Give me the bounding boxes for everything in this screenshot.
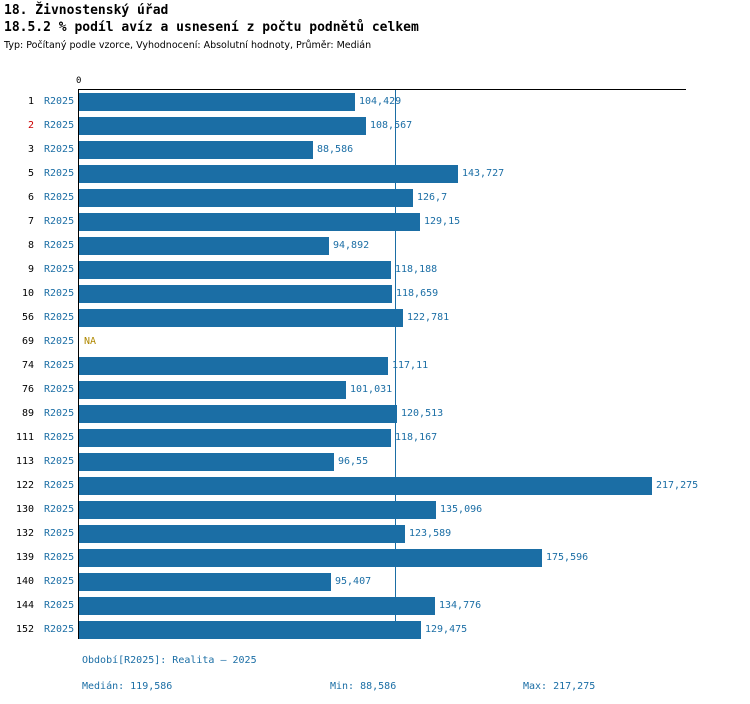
bar-value-label: 129,15 [424,216,461,227]
bar-value-label: 94,892 [333,240,370,251]
bar-value-label: 123,589 [409,528,452,539]
row-index: 10 [21,288,34,299]
bar[interactable] [79,525,405,543]
row-series-label: R2025 [44,384,75,395]
row-index: 140 [15,576,34,587]
chart-header [4,2,744,52]
bar[interactable] [79,117,366,135]
bar[interactable] [79,429,391,447]
row-series-label: R2025 [44,168,75,179]
bar-row[interactable] [0,162,750,186]
row-index: 144 [15,600,34,611]
bar-value-label: 88,586 [317,144,354,155]
bar-chart [0,76,750,646]
bar-value-label: 104,429 [359,96,402,107]
bar[interactable] [79,141,313,159]
bar-row[interactable] [0,426,750,450]
bar-row[interactable] [0,354,750,378]
bar[interactable] [79,501,436,519]
row-index: 9 [27,264,34,275]
bar-value-label: 129,475 [425,624,468,635]
row-index: 111 [15,432,34,443]
bar-row[interactable] [0,90,750,114]
bar[interactable] [79,285,392,303]
bar-row[interactable] [0,618,750,642]
footer-median: Medián: 119,586 [82,681,173,692]
row-series-label: R2025 [44,120,75,131]
row-index: 2 [27,120,34,131]
row-series-label: R2025 [44,432,75,443]
bar-value-label: 134,776 [439,600,482,611]
row-series-label: R2025 [44,552,75,563]
row-series-label: R2025 [44,528,75,539]
bar-row[interactable] [0,546,750,570]
row-series-label: R2025 [44,192,75,203]
row-series-label: R2025 [44,96,75,107]
bar-value-label: 96,55 [338,456,369,467]
bar-value-label: 143,727 [462,168,505,179]
row-index: 6 [27,192,34,203]
row-series-label: R2025 [44,288,75,299]
row-index: 152 [15,624,34,635]
bar-row[interactable] [0,378,750,402]
bar-row[interactable] [0,474,750,498]
bar-row[interactable] [0,498,750,522]
row-series-label: R2025 [44,624,75,635]
bar-value-label: 117,11 [392,360,429,371]
row-series-label: R2025 [44,264,75,275]
row-series-label: R2025 [44,240,75,251]
row-index: 130 [15,504,34,515]
bar-value-label: 135,096 [440,504,483,515]
bar[interactable] [79,261,391,279]
bar-value-label: 126,7 [417,192,448,203]
bar[interactable] [79,477,652,495]
bar[interactable] [79,357,388,375]
axis-origin-label: 0 [76,76,82,86]
bar-row[interactable] [0,210,750,234]
bar[interactable] [79,549,542,567]
bar[interactable] [79,405,397,423]
bar-value-label: 217,275 [656,480,699,491]
bar-row[interactable] [0,234,750,258]
row-index: 76 [21,384,34,395]
bar[interactable] [79,597,435,615]
bar[interactable] [79,237,329,255]
row-index: 3 [27,144,34,155]
row-index: 56 [21,312,34,323]
row-series-label: R2025 [44,408,75,419]
bar-row[interactable] [0,138,750,162]
bar[interactable] [79,93,355,111]
bar[interactable] [79,165,458,183]
row-series-label: R2025 [44,312,75,323]
row-series-label: R2025 [44,504,75,515]
bar-rows [0,90,750,642]
bar-row[interactable] [0,594,750,618]
row-index: 8 [27,240,34,251]
bar[interactable] [79,573,331,591]
footer-max: Max: 217,275 [523,681,596,692]
bar-value-label: 118,188 [395,264,438,275]
footer-min: Min: 88,586 [330,681,397,692]
row-index: 74 [21,360,34,371]
bar-row[interactable] [0,114,750,138]
bar-row[interactable] [0,522,750,546]
bar[interactable] [79,189,413,207]
row-na-value: NA [84,336,97,347]
bar-row[interactable] [0,402,750,426]
bar[interactable] [79,381,346,399]
row-index: 5 [27,168,34,179]
chart-subtitle: Typ: Počítaný podle vzorce, Vyhodnocení: Absolutní hodnoty, Průměr: Medián [4,40,372,51]
bar-value-label: 175,596 [546,552,589,563]
row-index: 132 [15,528,34,539]
row-index: 139 [15,552,34,563]
row-series-label: R2025 [44,480,75,491]
row-series-label: R2025 [44,336,75,347]
bar[interactable] [79,309,403,327]
bar[interactable] [79,453,334,471]
row-series-label: R2025 [44,216,75,227]
footer-period: Období[R2025]: Realita – 2025 [82,655,257,666]
row-index: 122 [15,480,34,491]
bar-value-label: 101,031 [350,384,393,395]
row-index: 69 [21,336,34,347]
chart-title: 18.5.2 % podíl avíz a usnesení z počtu podnětů celkem [4,20,419,35]
row-series-label: R2025 [44,600,75,611]
bar-row[interactable] [0,306,750,330]
bar-row[interactable] [0,282,750,306]
bar-row[interactable] [0,330,750,354]
row-series-label: R2025 [44,456,75,467]
row-index: 89 [21,408,34,419]
bar-row[interactable] [0,258,750,282]
row-series-label: R2025 [44,360,75,371]
bar-value-label: 120,513 [401,408,444,419]
bar-value-label: 118,167 [395,432,438,443]
bar-row[interactable] [0,186,750,210]
bar-value-label: 122,781 [407,312,450,323]
row-series-label: R2025 [44,144,75,155]
bar[interactable] [79,213,420,231]
row-series-label: R2025 [44,576,75,587]
bar-value-label: 118,659 [396,288,439,299]
bar-value-label: 108,567 [370,120,413,131]
bar[interactable] [79,621,421,639]
row-index: 1 [27,96,34,107]
row-index: 113 [15,456,34,467]
bar-value-label: 95,407 [335,576,372,587]
bar-row[interactable] [0,570,750,594]
page-title: 18. Živnostenský úřad [4,3,169,18]
row-index: 7 [27,216,34,227]
bar-row[interactable] [0,450,750,474]
